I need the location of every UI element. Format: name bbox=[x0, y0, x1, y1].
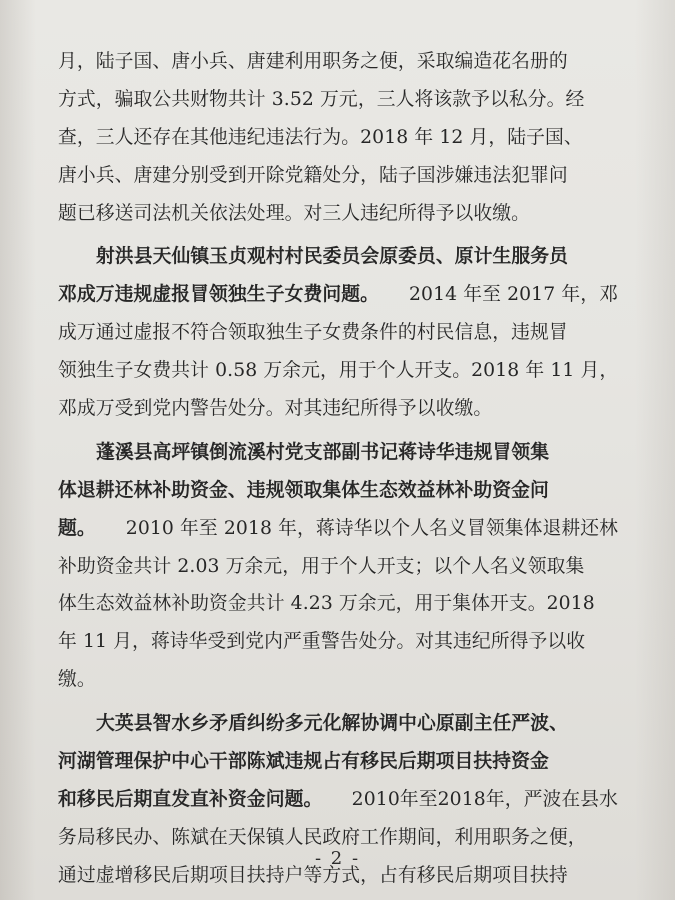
text-line bbox=[58, 276, 618, 314]
case-heading-line bbox=[58, 743, 618, 781]
text-line-content: 成万通过虚报不符合领取独生子女费条件的村民信息，违规冒 bbox=[58, 322, 568, 344]
case-heading-line bbox=[58, 238, 618, 276]
text-line-content: 方式，骗取公共财物共计 3.52 万元，三人将该款予以私分。经 bbox=[58, 88, 585, 110]
document-body bbox=[58, 43, 618, 895]
text-line-content: 2014 年至 2017 年，邓 bbox=[408, 284, 618, 306]
text-line-content: 补助资金共计 2.03 万余元，用于个人开支；以个人名义领取集 bbox=[58, 555, 585, 577]
case-heading-line bbox=[58, 705, 618, 743]
case-heading-text: 河湖管理保护中心干部陈斌违规占有移民后期项目扶持资金 bbox=[58, 750, 549, 773]
case-heading-text: 体退耕还林补助资金、违规领取集体生态效益林补助资金问 bbox=[58, 478, 549, 501]
text-line-content: 务局移民办、陈斌在天保镇人民政府工作期间，利用职务之便， bbox=[58, 826, 587, 848]
text-line bbox=[58, 661, 618, 699]
text-line-content: 查，三人还存在其他违纪违法行为。2018 年 12 月，陆子国、 bbox=[58, 126, 583, 148]
page-number: - 2 - bbox=[314, 848, 361, 869]
case-heading-line bbox=[58, 434, 618, 472]
paper-shadow-left bbox=[0, 0, 36, 900]
case-heading-text: 和移民后期直发直补资金问题。 bbox=[58, 787, 323, 810]
text-line-content: 2010 年至 2018 年，蒋诗华以个人名义冒领集体退耕还林 bbox=[125, 517, 618, 539]
text-line bbox=[58, 548, 618, 586]
case-heading-text: 邓成万违规虚报冒领独生子女费问题。 bbox=[58, 283, 379, 306]
text-line bbox=[58, 195, 618, 233]
text-line bbox=[58, 390, 618, 428]
case-heading-text: 题。 bbox=[58, 516, 96, 539]
text-line-content: 2010年至2018年，严波在县水 bbox=[351, 788, 618, 810]
text-line-content: 通过虚增移民后期项目扶持户等方式，占有移民后期项目扶持 bbox=[58, 864, 568, 886]
text-line-content: 体生态效益林补助资金共计 4.23 万余元，用于集体开支。2018 bbox=[58, 593, 595, 615]
text-line bbox=[58, 43, 618, 81]
text-line-content: 唐小兵、唐建分别受到开除党籍处分，陆子国涉嫌违法犯罪问 bbox=[58, 164, 568, 186]
text-line bbox=[58, 81, 618, 119]
text-line-content: 邓成万受到党内警告处分。对其违纪所得予以收缴。 bbox=[58, 398, 493, 420]
text-line bbox=[58, 314, 618, 352]
text-line bbox=[58, 585, 618, 623]
text-line bbox=[58, 623, 618, 661]
text-line-content: 领独生子女费共计 0.58 万余元，用于个人开支。2018 年 11 月， bbox=[58, 360, 619, 382]
text-line-content: 年 11 月，蒋诗华受到党内严重警告处分。对其违纪所得予以收 bbox=[58, 631, 586, 653]
case-heading-text: 大英县智水乡矛盾纠纷多元化解协调中心原副主任严波、 bbox=[96, 712, 569, 735]
paper-shadow-right bbox=[635, 0, 675, 900]
text-line bbox=[58, 352, 618, 390]
case-heading-text: 射洪县天仙镇玉贞观村村民委员会原委员、原计生服务员 bbox=[96, 245, 569, 268]
text-line bbox=[58, 119, 618, 157]
text-line bbox=[58, 157, 618, 195]
case-heading-text: 蓬溪县高坪镇倒流溪村党支部副书记蒋诗华违规冒领集 bbox=[96, 440, 550, 463]
text-line-content: 缴。 bbox=[58, 669, 96, 691]
text-line bbox=[58, 781, 618, 819]
text-line-content: 月，陆子国、唐小兵、唐建利用职务之便，采取编造花名册的 bbox=[58, 51, 568, 72]
text-line-content: 题已移送司法机关依法处理。对三人违纪所得予以收缴。 bbox=[58, 202, 531, 224]
case-heading-line bbox=[58, 472, 618, 510]
text-line bbox=[58, 510, 618, 548]
